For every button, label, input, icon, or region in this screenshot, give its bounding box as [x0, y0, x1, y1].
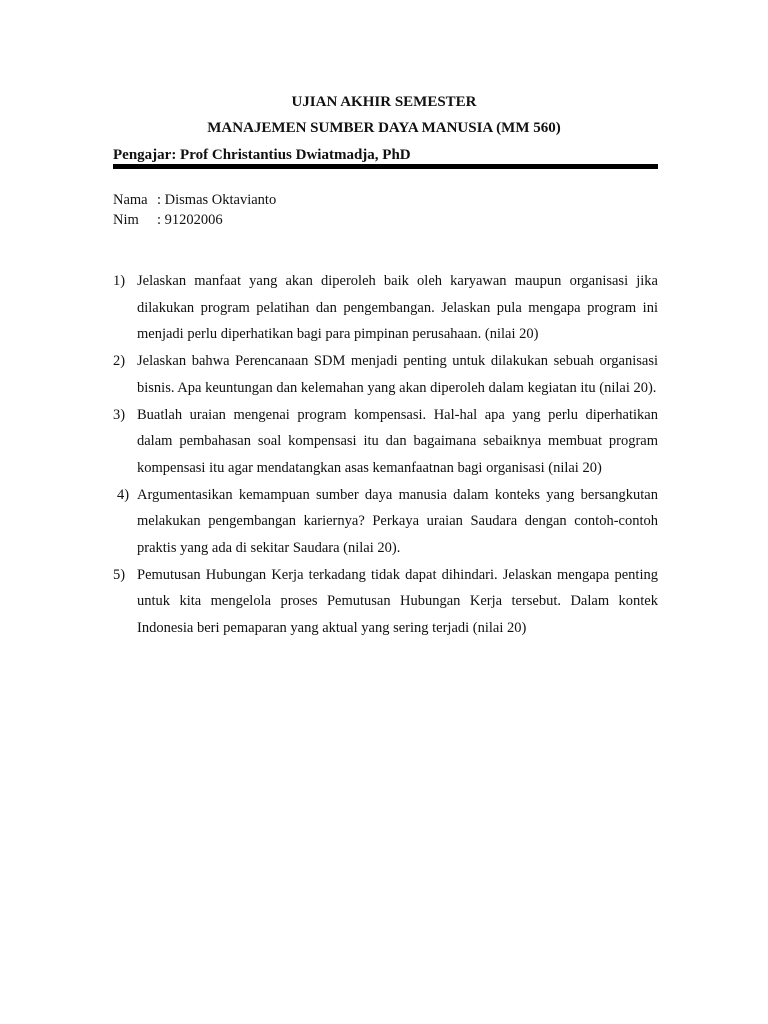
question-number: 4)	[117, 486, 130, 503]
name-label: Nama	[113, 192, 148, 208]
student-name-row	[113, 192, 276, 209]
nim-value: : 91202006	[157, 212, 223, 228]
question-item	[113, 348, 658, 401]
question-text: Buatlah uraian mengenai program kompensasi. Hal-hal apa yang perlu diperhatikan dalam pembahasan soal kompensasi itu dan bagaimana sebaiknya membuat program kompensasi itu agar mendatangkan asas kemanfaatnan bagi organisasi (nilai 20)	[137, 406, 658, 476]
question-text: Argumentasikan kemampuan sumber daya manusia dalam konteks yang bersangkutan melakukan pengembangan kariernya? Perkaya uraian Saudara dengan contoh-contoh praktis yang ada di sekitar Saudara (nilai 20).	[137, 486, 658, 557]
question-number: 2)	[113, 353, 126, 370]
instructor-line: Pengajar: Prof Christantius Dwiatmadja, PhD	[113, 147, 411, 163]
question-item	[113, 268, 658, 348]
question-number: 5)	[113, 566, 126, 583]
question-text: Pemutusan Hubungan Kerja terkadang tidak dapat dihindari. Jelaskan mengapa penting untuk kita mengelola proses Pemutusan Hubungan Kerja tersebut. Dalam kontek Indonesia beri pemaparan yang aktual yang sering terjadi (nilai 20)	[137, 566, 658, 637]
question-list	[113, 268, 658, 642]
header-divider	[113, 164, 658, 169]
exam-title: UJIAN AKHIR SEMESTER	[291, 94, 477, 110]
name-value: : Dismas Oktavianto	[157, 192, 277, 208]
nim-label: Nim	[113, 212, 139, 228]
question-item	[113, 562, 658, 642]
question-item	[113, 482, 658, 562]
question-number: 3)	[113, 406, 126, 423]
question-text: Jelaskan manfaat yang akan diperoleh baik oleh karyawan maupun organisasi jika dilakukan program pelatihan dan pengembangan. Jelaskan pula mengapa program ini menjadi perlu diperhatikan bagi para pimpinan perusahaan. (nilai 20)	[137, 273, 658, 343]
course-title: MANAJEMEN SUMBER DAYA MANUSIA (MM 560)	[207, 120, 561, 136]
question-item	[113, 402, 658, 482]
question-text: Jelaskan bahwa Perencanaan SDM menjadi penting untuk dilakukan sebuah organisasi bisnis. Apa keuntungan dan kelemahan yang akan diperoleh dalam kegiatan itu (nilai 20).	[137, 353, 658, 396]
question-number: 1)	[113, 273, 126, 289]
student-nim-row	[113, 212, 223, 229]
